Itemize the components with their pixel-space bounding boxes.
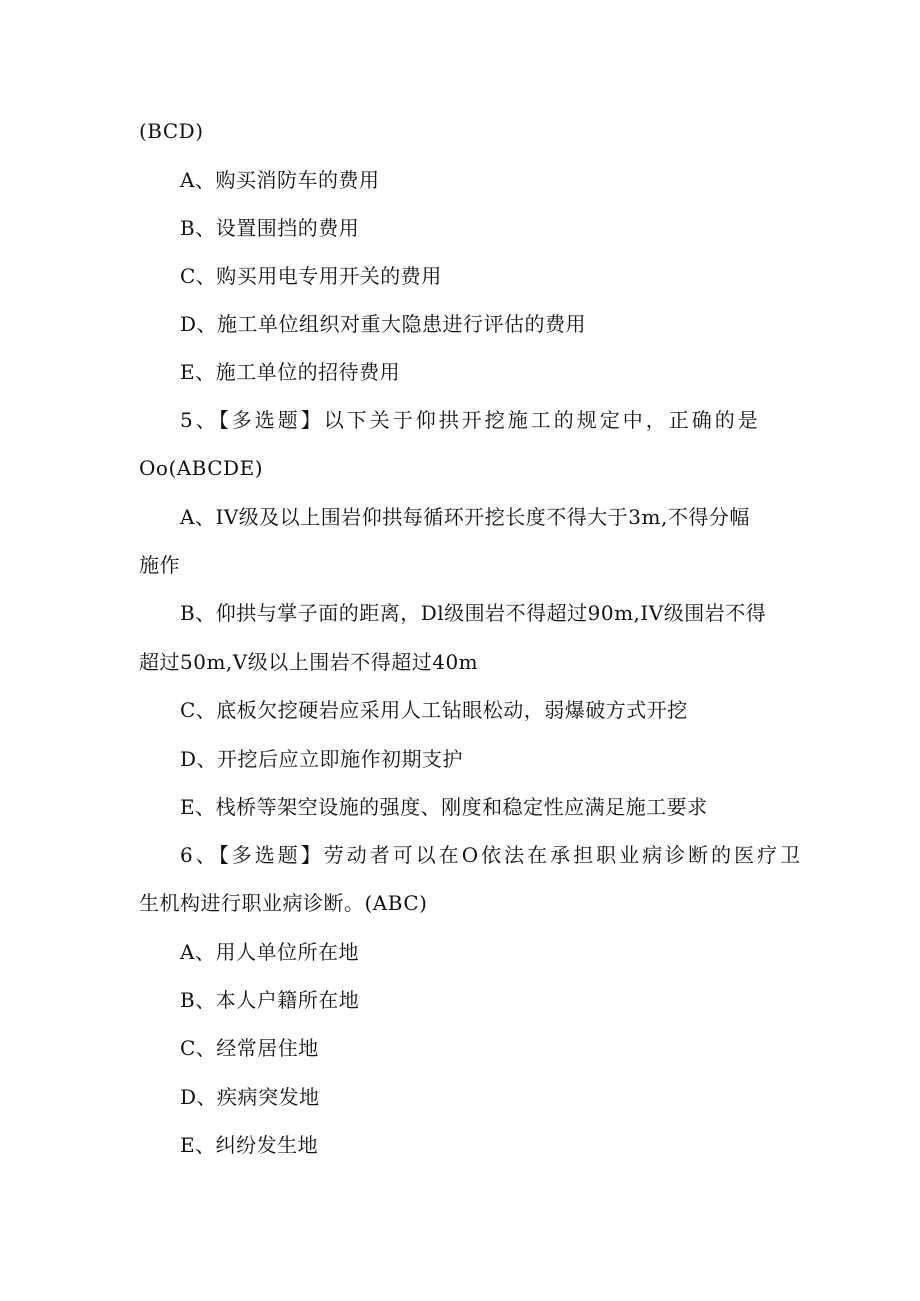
q5-stem: 5、【多选题】以下关于仰拱开挖施工的规定中，正确的是 [180, 408, 761, 432]
q5-option-b-continued: 超过50m,V级以上围岩不得超过40m [139, 650, 479, 674]
q5-option-a-continued: 施作 [139, 553, 180, 577]
q4-answer: (BCD) [139, 119, 204, 143]
q4-option-b: B、设置围挡的费用 [180, 216, 360, 240]
q6-option-b: B、本人户籍所在地 [180, 988, 360, 1012]
q6-option-c: C、经常居住地 [180, 1036, 319, 1060]
q4-option-d: D、施工单位组织对重大隐患进行评估的费用 [180, 312, 587, 336]
q6-stem-continued: 生机构进行职业病诊断。(ABC) [139, 891, 428, 915]
q5-option-e: E、栈桥等架空设施的强度、刚度和稳定性应满足施工要求 [180, 795, 708, 819]
q4-option-c: C、购买用电专用开关的费用 [180, 264, 442, 288]
q4-option-a: A、购买消防车的费用 [180, 168, 380, 192]
q6-option-a: A、用人单位所在地 [180, 940, 359, 964]
q6-stem: 6、【多选题】劳动者可以在O依法在承担职业病诊断的医疗卫 [180, 843, 804, 867]
q6-option-e: E、纠纷发生地 [180, 1133, 319, 1157]
q5-option-c: C、底板欠挖硬岩应采用人工钻眼松动，弱爆破方式开挖 [180, 698, 688, 722]
q6-option-d: D、疾病突发地 [180, 1085, 320, 1109]
q4-option-e: E、施工单位的招待费用 [180, 360, 401, 384]
q5-stem-continued: Oo(ABCDE) [139, 456, 263, 480]
q5-option-a: A、IV级及以上围岩仰拱每循环开挖长度不得大于3m,不得分幅 [180, 505, 750, 529]
q5-option-d: D、开挖后应立即施作初期支护 [180, 747, 464, 771]
q5-option-b: B、仰拱与掌子面的距离，Dl级围岩不得超过90m,IV级围岩不得 [180, 601, 767, 625]
